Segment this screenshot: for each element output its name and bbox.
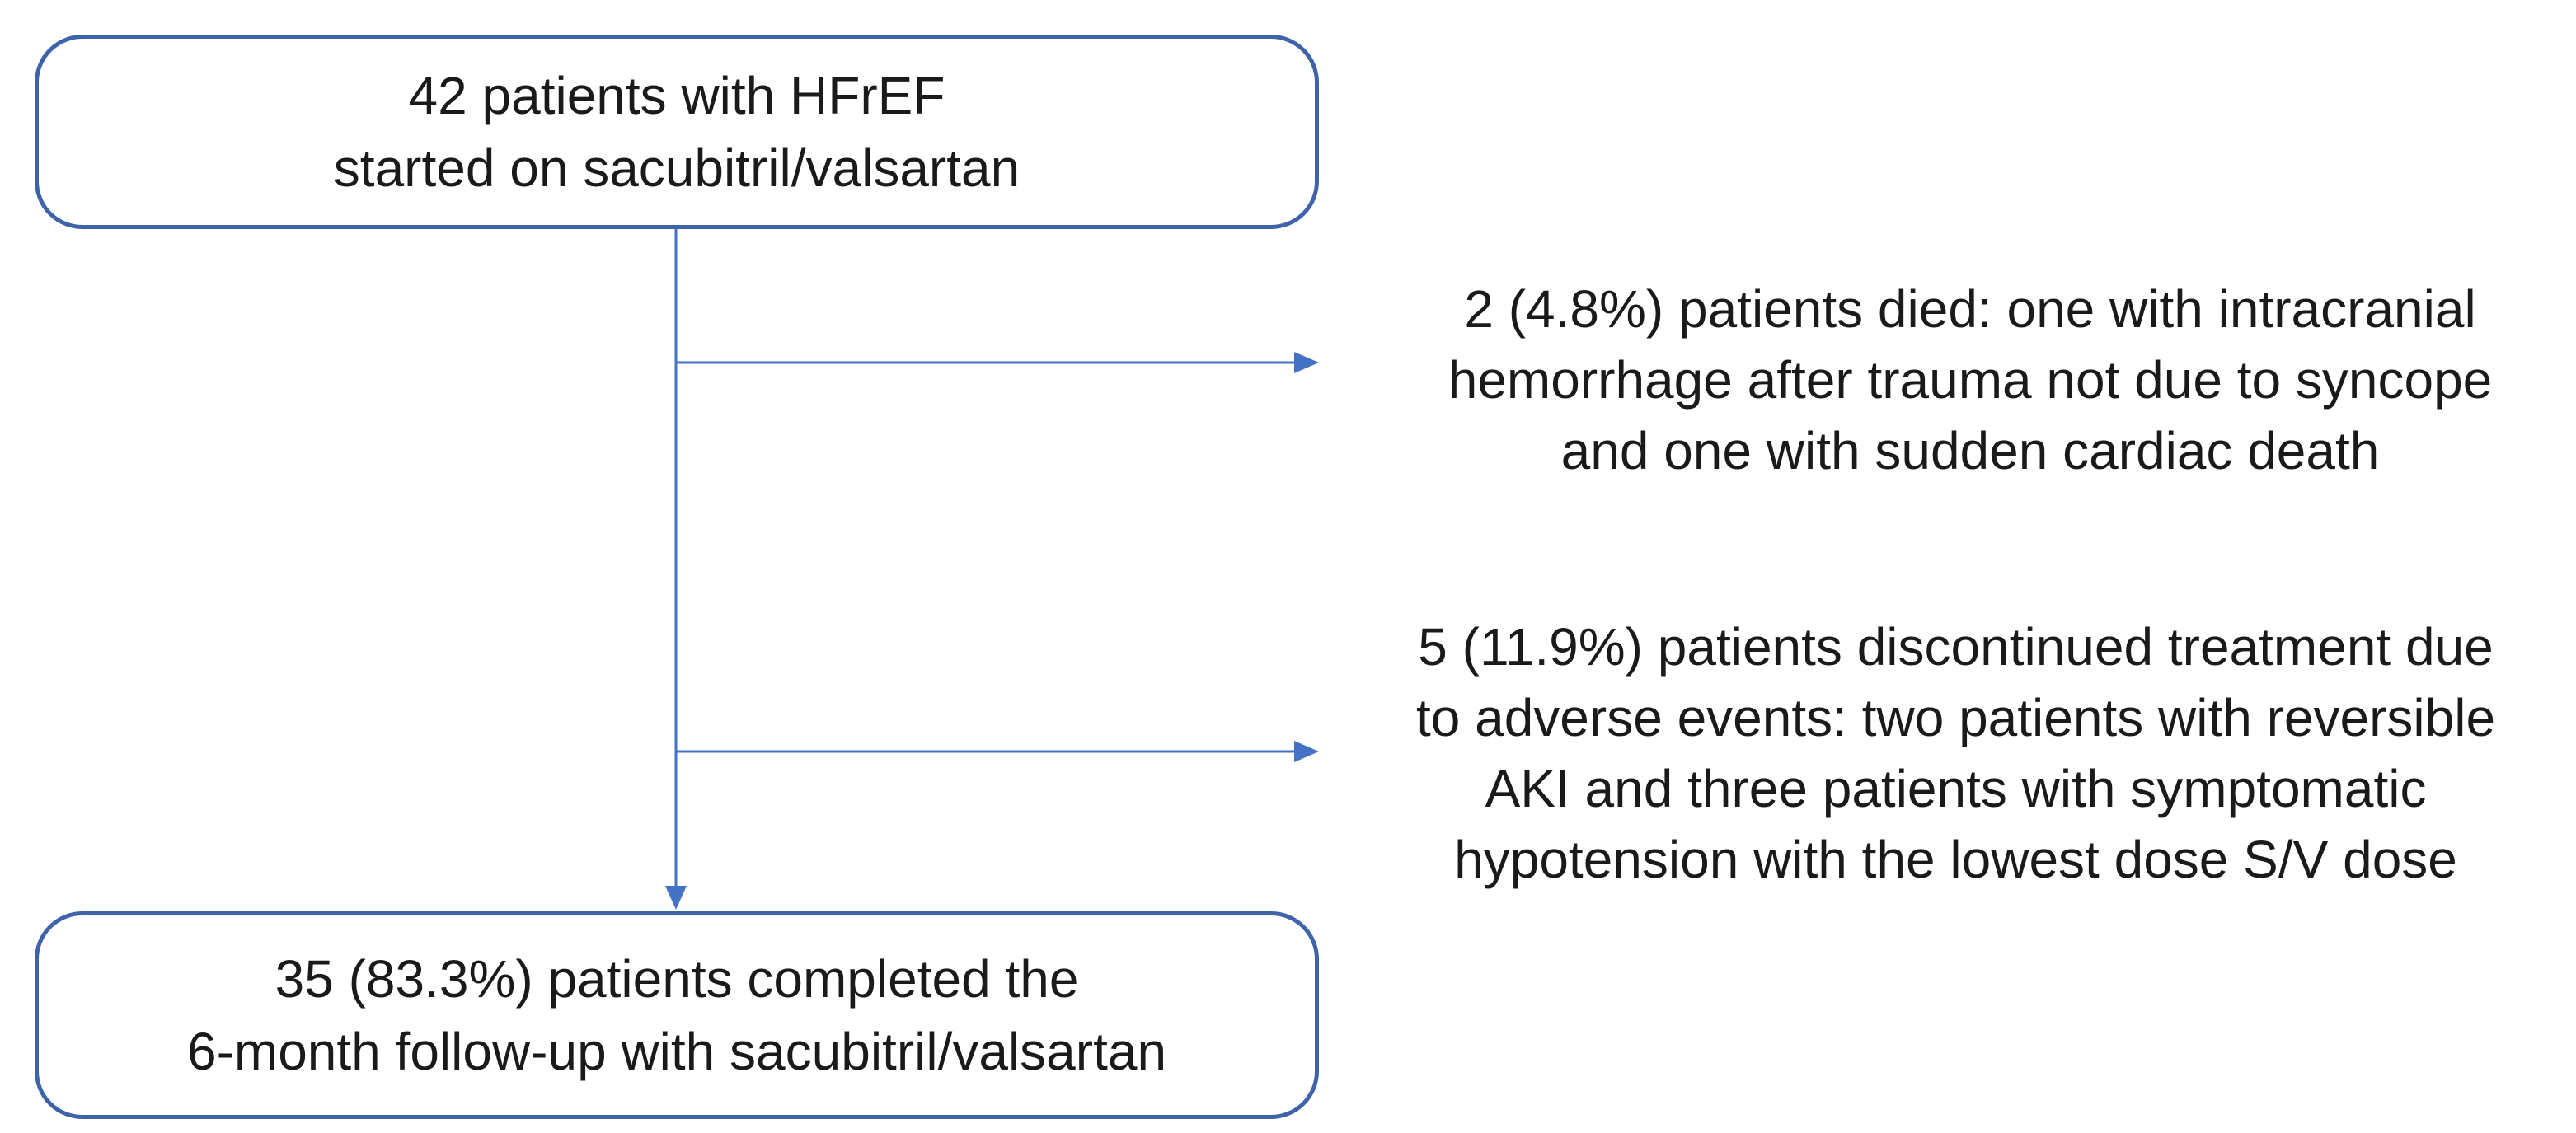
start-box-line-2: started on sacubitril/valsartan bbox=[333, 138, 1021, 198]
end-box bbox=[35, 911, 1319, 1119]
deaths-text-line-2: hemorrhage after trauma not due to syncope bbox=[1448, 350, 2493, 410]
discontinued-text-line-3: AKI and three patients with symptomatic bbox=[1485, 759, 2427, 818]
discontinued-text-line-4: hypotension with the lowest dose S/V dose bbox=[1454, 830, 2457, 889]
end-box-line-2: 6-month follow-up with sacubitril/valsartan bbox=[186, 1022, 1167, 1081]
discontinued-branch-arrowhead bbox=[1294, 741, 1319, 762]
start-box bbox=[35, 35, 1319, 229]
end-box-line-1: 35 (83.3%) patients completed the bbox=[274, 949, 1079, 1009]
deaths-branch-arrowhead bbox=[1294, 352, 1319, 373]
start-box-line-1: 42 patients with HFrEF bbox=[408, 66, 945, 125]
main-flow-arrowhead bbox=[665, 886, 687, 910]
discontinued-exclusion-text bbox=[1352, 611, 2560, 895]
discontinued-text-line-1: 5 (11.9%) patients discontinued treatment due bbox=[1418, 617, 2494, 677]
deaths-text-line-1: 2 (4.8%) patients died: one with intracranial bbox=[1464, 279, 2476, 339]
deaths-text-line-3: and one with sudden cardiac death bbox=[1560, 421, 2380, 480]
deaths-exclusion-text bbox=[1385, 274, 2555, 486]
discontinued-text-line-2: to adverse events: two patients with reversible bbox=[1415, 688, 2496, 747]
